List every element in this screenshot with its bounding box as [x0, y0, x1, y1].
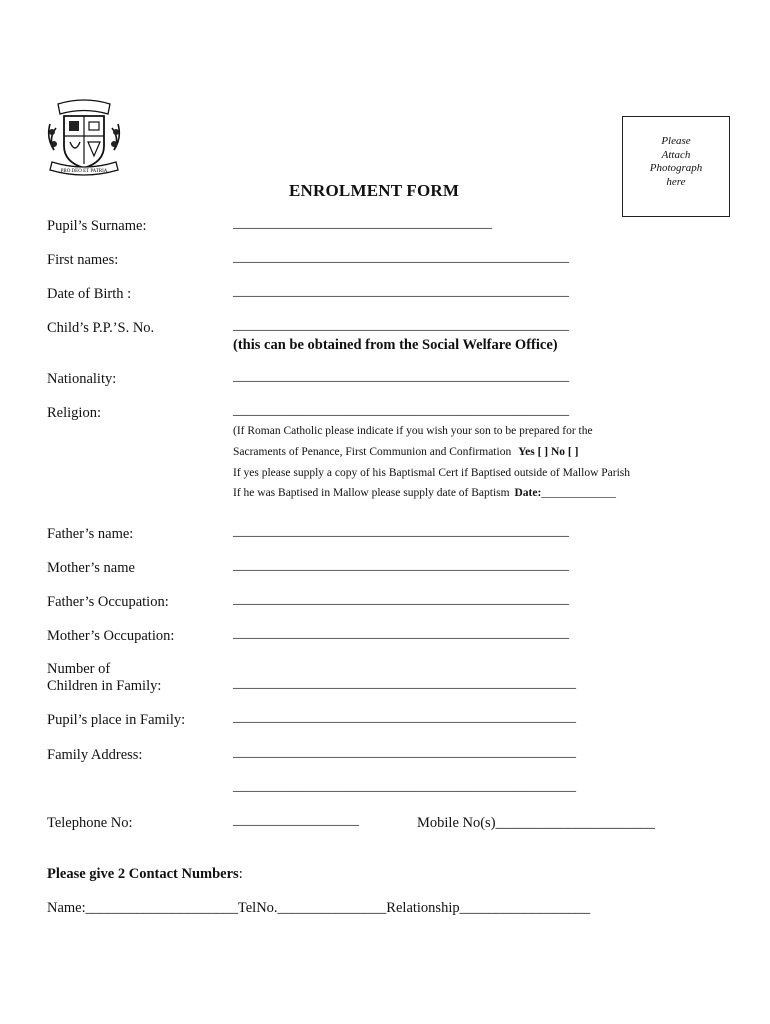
- religion-label: Religion:: [47, 405, 101, 421]
- mother-occupation-field[interactable]: ________________________________________________: [233, 626, 569, 641]
- dob-label: Date of Birth :: [47, 286, 132, 302]
- yes-no-checkboxes[interactable]: Yes [ ] No [ ]: [518, 446, 579, 458]
- children-label-line2: Children in Family:: [47, 678, 162, 694]
- photo-box-line: Attach: [661, 148, 691, 161]
- photo-box[interactable]: [622, 116, 730, 217]
- contacts-heading: [47, 866, 243, 883]
- address-label: Family Address:: [47, 747, 143, 763]
- contact-row[interactable]: Name:_____________________TelNo._______________Relationship__________________: [47, 900, 591, 916]
- father-occupation-field[interactable]: ________________________________________________: [233, 592, 569, 607]
- crest-motto: PRO DEO ET PATRIA: [60, 169, 108, 174]
- first-names-field[interactable]: ________________________________________________: [233, 250, 569, 265]
- baptism-date-label: Date:: [514, 487, 542, 499]
- religion-note-line: (If Roman Catholic please indicate if you wish your son to be prepared for the: [233, 425, 593, 437]
- first-names-label: First names:: [47, 252, 119, 268]
- place-in-family-label: Pupil’s place in Family:: [47, 712, 186, 728]
- contacts-heading-colon: :: [238, 866, 243, 882]
- place-in-family-field[interactable]: _________________________________________________: [233, 710, 576, 725]
- surname-field[interactable]: _____________________________________: [233, 216, 492, 231]
- contacts-heading-text: Please give 2 Contact Numbers: [47, 866, 239, 882]
- religion-field[interactable]: ________________________________________________: [233, 403, 569, 418]
- photo-box-line: Please: [661, 135, 691, 147]
- father-name-label: Father’s name:: [47, 526, 134, 542]
- sacraments-text: Sacraments of Penance, First Communion and Confirmation: [233, 446, 512, 458]
- pps-note: (this can be obtained from the Social Welfare Office): [233, 337, 558, 353]
- father-occupation-label: Father’s Occupation:: [47, 594, 169, 610]
- mobile-field[interactable]: Mobile No(s)______________________: [417, 815, 656, 831]
- children-label-line1: Number of: [47, 661, 111, 677]
- baptism-date-text: If he was Baptised in Mallow please supply date of Baptism: [233, 487, 510, 499]
- religion-note-line: If yes please supply a copy of his Baptismal Cert if Baptised outside of Mallow Parish: [233, 467, 631, 479]
- children-field[interactable]: _________________________________________________: [233, 676, 576, 691]
- religion-note-line: [233, 446, 578, 458]
- photo-box-line: here: [666, 175, 686, 188]
- nationality-field[interactable]: ________________________________________________: [233, 369, 569, 384]
- mother-occupation-label: Mother’s Occupation:: [47, 628, 175, 644]
- school-crest-icon: [44, 98, 124, 182]
- surname-label: Pupil’s Surname:: [47, 218, 147, 234]
- mother-name-field[interactable]: ________________________________________________: [233, 558, 569, 573]
- pps-label: Child’s P.P.’S. No.: [47, 320, 155, 336]
- pps-field[interactable]: ________________________________________________: [233, 318, 569, 333]
- address-field-line2[interactable]: _________________________________________________: [233, 779, 576, 794]
- dob-field[interactable]: ________________________________________________: [233, 284, 569, 299]
- mother-name-label: Mother’s name: [47, 560, 135, 576]
- nationality-label: Nationality:: [47, 371, 117, 387]
- address-field-line1[interactable]: _________________________________________________: [233, 745, 576, 760]
- page-title: ENROLMENT FORM: [289, 181, 460, 200]
- telephone-label: Telephone No:: [47, 815, 133, 831]
- photo-box-line: Photograph: [649, 162, 703, 174]
- baptism-date-field[interactable]: _____________: [541, 487, 617, 499]
- religion-note-line: [233, 487, 616, 499]
- telephone-field[interactable]: __________________: [233, 813, 359, 828]
- father-name-field[interactable]: ________________________________________________: [233, 524, 569, 539]
